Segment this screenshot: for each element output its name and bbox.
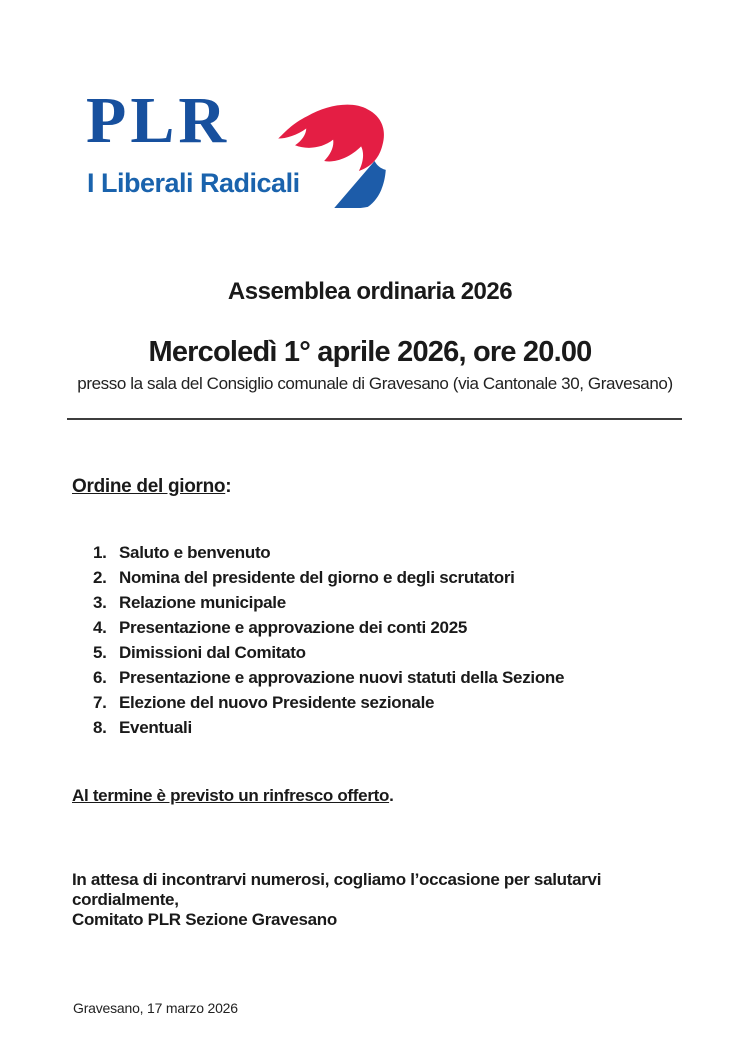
item-number: 1.	[93, 543, 107, 562]
item-text: Eventuali	[119, 718, 192, 737]
item-text: Presentazione e approvazione nuovi statuti della Sezione	[119, 668, 565, 687]
agenda-item	[93, 565, 693, 590]
agenda-item	[93, 590, 693, 615]
signature-line: Comitato PLR Sezione Gravesano	[72, 910, 337, 929]
item-number: 2.	[93, 568, 107, 587]
item-text: Relazione municipale	[119, 593, 286, 612]
agenda-item	[93, 665, 693, 690]
place-date-line: Gravesano, 17 marzo 2026	[73, 1000, 238, 1016]
agenda-heading-text: Ordine del giorno	[72, 476, 226, 497]
refreshment-note-text: Al termine è previsto un rinfresco offerto	[72, 786, 390, 805]
item-text: Dimissioni dal Comitato	[119, 643, 306, 662]
agenda-item	[93, 615, 693, 640]
agenda-item	[93, 640, 693, 665]
refreshment-note	[72, 786, 394, 806]
item-text: Nomina del presidente del giorno e degli scrutatori	[119, 568, 515, 587]
agenda-item	[93, 690, 693, 715]
horizontal-divider	[67, 418, 682, 420]
item-text: Presentazione e approvazione dei conti 2025	[119, 618, 468, 637]
event-datetime: Mercoledì 1° aprile 2026, ore 20.00	[148, 336, 592, 368]
agenda-item	[93, 715, 693, 740]
plr-logo-subtitle: I Liberali Radicali	[87, 168, 300, 198]
item-number: 3.	[93, 593, 107, 612]
item-number: 5.	[93, 643, 107, 662]
item-number: 4.	[93, 618, 107, 637]
item-number: 6.	[93, 668, 107, 687]
agenda-item	[93, 540, 693, 565]
refreshment-note-period: .	[389, 786, 394, 805]
agenda-heading-colon: :	[225, 476, 232, 497]
item-number: 7.	[93, 693, 107, 712]
salutation-line: In attesa di incontrarvi numerosi, cogliamo l’occasione per salutarvi cordialmente,	[72, 870, 602, 909]
plr-logo-acronym: PLR	[86, 84, 230, 157]
item-number: 8.	[93, 718, 107, 737]
item-text: Saluto e benvenuto	[119, 543, 271, 562]
item-text: Elezione del nuovo Presidente sezionale	[119, 693, 435, 712]
event-location: presso la sala del Consiglio comunale di Gravesano (via Cantonale 30, Gravesano)	[77, 374, 673, 393]
agenda-heading	[72, 476, 231, 498]
page-title: Assemblea ordinaria 2026	[227, 278, 513, 305]
agenda-list	[93, 540, 693, 740]
